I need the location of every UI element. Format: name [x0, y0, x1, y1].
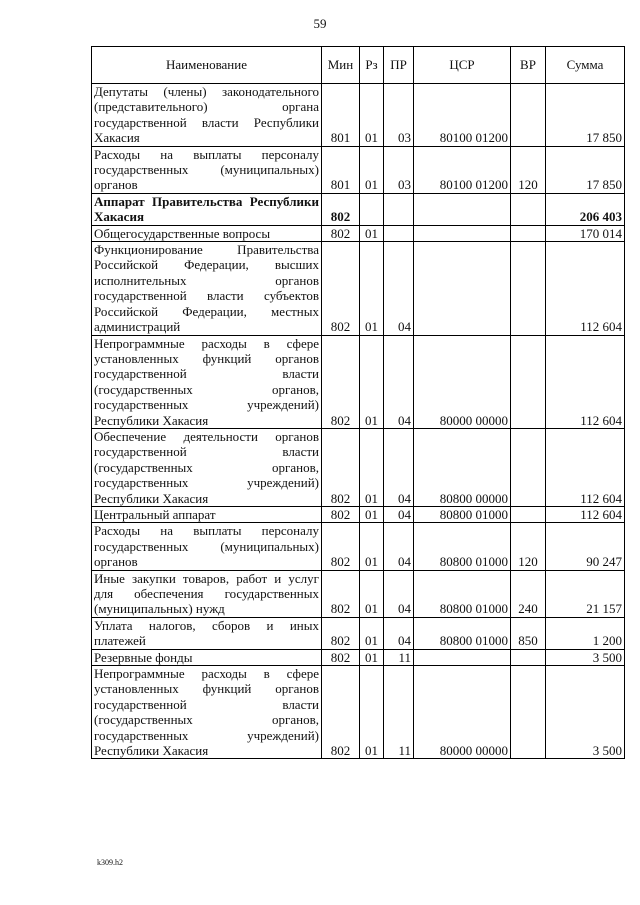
cell-rz: 01 — [360, 666, 384, 759]
cell-min: 802 — [322, 523, 360, 570]
table-row — [92, 225, 625, 241]
cell-rz: 01 — [360, 428, 384, 506]
cell-csr: 80100 01200 — [414, 146, 511, 193]
cell-pr — [384, 225, 414, 241]
cell-pr: 04 — [384, 570, 414, 617]
header-pr: ПР — [384, 47, 414, 84]
cell-sum: 21 157 — [546, 570, 625, 617]
cell-name: Иные закупки товаров, работ и услуг для обеспечения государственных (муниципальных) нужд — [92, 570, 322, 617]
cell-rz: 01 — [360, 335, 384, 428]
cell-min: 802 — [322, 428, 360, 506]
cell-pr: 11 — [384, 666, 414, 759]
cell-pr: 03 — [384, 146, 414, 193]
cell-rz: 01 — [360, 617, 384, 649]
cell-csr: 80800 01000 — [414, 617, 511, 649]
header-rz: Рз — [360, 47, 384, 84]
table-row — [92, 428, 625, 506]
cell-sum: 17 850 — [546, 146, 625, 193]
table-row — [92, 146, 625, 193]
cell-pr — [384, 193, 414, 225]
cell-vr: 120 — [511, 523, 546, 570]
cell-pr: 04 — [384, 617, 414, 649]
cell-sum: 112 604 — [546, 335, 625, 428]
cell-min: 801 — [322, 146, 360, 193]
cell-name: Расходы на выплаты персоналу государственных (муниципальных) органов — [92, 146, 322, 193]
cell-csr: 80100 01200 — [414, 84, 511, 147]
cell-min: 802 — [322, 666, 360, 759]
table-row — [92, 335, 625, 428]
cell-sum: 17 850 — [546, 84, 625, 147]
cell-csr: 80800 01000 — [414, 506, 511, 522]
footer-code: k309.h2 — [97, 858, 123, 867]
cell-csr — [414, 193, 511, 225]
cell-name: Функционирование Правительства Российской Федерации, высших исполнительных органов государственной власти субъектов Российской Федерации, местных администраций — [92, 242, 322, 335]
cell-min: 802 — [322, 242, 360, 335]
cell-sum: 1 200 — [546, 617, 625, 649]
cell-name: Непрограммные расходы в сфере установленных функций органов государственной власти (государственных органов, государственных учреждений) Республики Хакасия — [92, 335, 322, 428]
cell-rz: 01 — [360, 570, 384, 617]
cell-min: 802 — [322, 335, 360, 428]
table-row — [92, 523, 625, 570]
cell-sum: 112 604 — [546, 428, 625, 506]
cell-rz: 01 — [360, 242, 384, 335]
cell-min: 802 — [322, 570, 360, 617]
cell-name: Депутаты (члены) законодательного (представительного) органа государственной власти Республики Хакасия — [92, 84, 322, 147]
cell-name: Уплата налогов, сборов и иных платежей — [92, 617, 322, 649]
cell-name: Резервные фонды — [92, 649, 322, 665]
cell-pr: 11 — [384, 649, 414, 665]
cell-vr — [511, 242, 546, 335]
cell-rz — [360, 193, 384, 225]
page-number: 59 — [313, 16, 327, 31]
header-min: Мин — [322, 47, 360, 84]
cell-vr — [511, 506, 546, 522]
header-csr: ЦСР — [414, 47, 511, 84]
header-sum: Сумма — [546, 47, 625, 84]
cell-name: Расходы на выплаты персоналу государственных (муниципальных) органов — [92, 523, 322, 570]
cell-vr — [511, 193, 546, 225]
cell-pr: 03 — [384, 84, 414, 147]
cell-min: 802 — [322, 225, 360, 241]
table-row — [92, 193, 625, 225]
cell-csr — [414, 242, 511, 335]
cell-name: Непрограммные расходы в сфере установленных функций органов государственной власти (государственных органов, государственных учреждений) Республики Хакасия — [92, 666, 322, 759]
cell-vr: 240 — [511, 570, 546, 617]
cell-csr: 80000 00000 — [414, 335, 511, 428]
cell-name: Центральный аппарат — [92, 506, 322, 522]
cell-vr: 120 — [511, 146, 546, 193]
table-row — [92, 570, 625, 617]
cell-vr — [511, 428, 546, 506]
cell-sum: 3 500 — [546, 666, 625, 759]
cell-rz: 01 — [360, 523, 384, 570]
cell-pr: 04 — [384, 523, 414, 570]
table-row — [92, 666, 625, 759]
table-row — [92, 649, 625, 665]
cell-sum: 170 014 — [546, 225, 625, 241]
cell-name: Обеспечение деятельности органов государственной власти (государственных органов, государственных учреждений) Республики Хакасия — [92, 428, 322, 506]
cell-csr — [414, 225, 511, 241]
table-row — [92, 617, 625, 649]
cell-csr: 80800 01000 — [414, 523, 511, 570]
cell-sum: 112 604 — [546, 242, 625, 335]
cell-rz: 01 — [360, 84, 384, 147]
cell-csr: 80800 00000 — [414, 428, 511, 506]
cell-vr: 850 — [511, 617, 546, 649]
cell-rz: 01 — [360, 146, 384, 193]
cell-vr — [511, 225, 546, 241]
cell-min: 802 — [322, 193, 360, 225]
cell-name: Аппарат Правительства Республики Хакасия — [92, 193, 322, 225]
cell-sum: 90 247 — [546, 523, 625, 570]
table-row — [92, 84, 625, 147]
cell-pr: 04 — [384, 506, 414, 522]
cell-name: Общегосударственные вопросы — [92, 225, 322, 241]
cell-min: 802 — [322, 617, 360, 649]
cell-csr — [414, 649, 511, 665]
header-name: Наименование — [92, 47, 322, 84]
cell-min: 802 — [322, 506, 360, 522]
cell-vr — [511, 335, 546, 428]
cell-csr: 80000 00000 — [414, 666, 511, 759]
cell-pr: 04 — [384, 242, 414, 335]
cell-rz: 01 — [360, 506, 384, 522]
cell-sum: 3 500 — [546, 649, 625, 665]
header-vr: ВР — [511, 47, 546, 84]
cell-min: 802 — [322, 649, 360, 665]
cell-min: 801 — [322, 84, 360, 147]
table-row — [92, 242, 625, 335]
budget-table — [91, 46, 625, 759]
cell-pr: 04 — [384, 335, 414, 428]
cell-vr — [511, 84, 546, 147]
cell-vr — [511, 649, 546, 665]
cell-sum: 206 403 — [546, 193, 625, 225]
cell-rz: 01 — [360, 225, 384, 241]
cell-pr: 04 — [384, 428, 414, 506]
cell-csr: 80800 01000 — [414, 570, 511, 617]
table-header-row — [92, 47, 625, 84]
cell-rz: 01 — [360, 649, 384, 665]
cell-sum: 112 604 — [546, 506, 625, 522]
cell-vr — [511, 666, 546, 759]
table-row — [92, 506, 625, 522]
